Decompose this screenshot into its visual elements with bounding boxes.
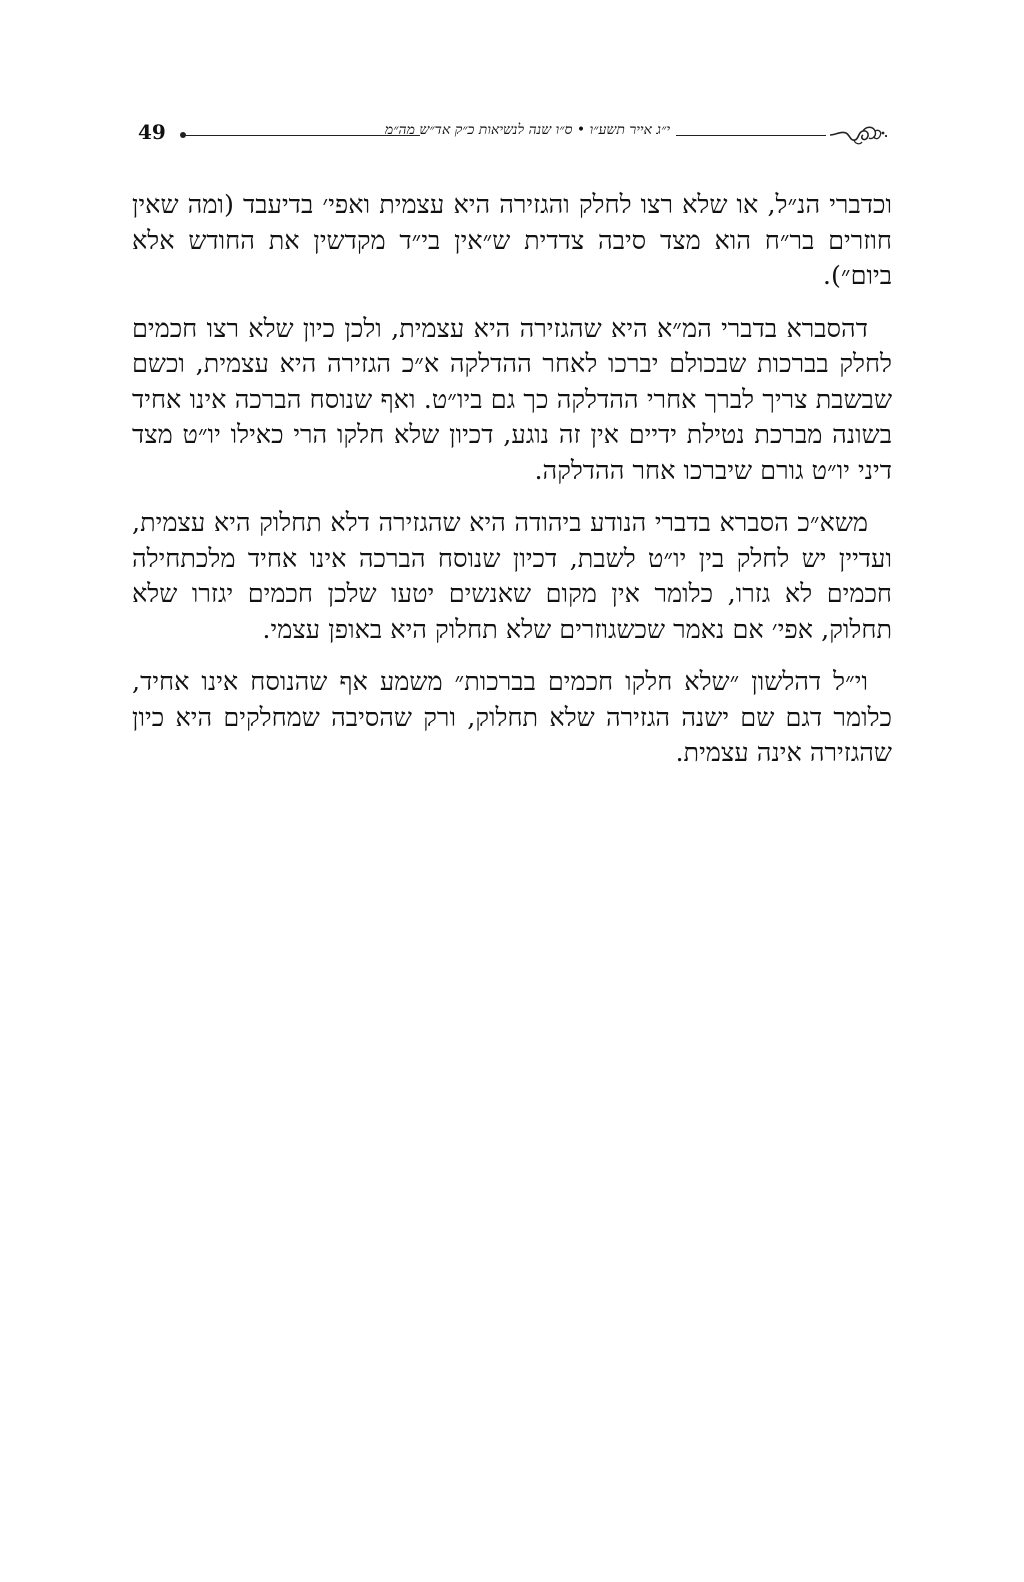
paragraph-1: וכדברי הנ״ל, או שלא רצו לחלק והגזירה היא עצמית ואפי׳ בדיעבד (ומה שאין חוזרים בר״ח הוא מצד סיבה צדדית ש״אין בי״ד מקדשין את החודש אלא ביום״). bbox=[132, 190, 892, 291]
paragraph-2: דהסברא בדברי המ״א היא שהגזירה היא עצמית, ולכן כיון שלא רצו חכמים לחלק בברכות שבכולם יברכו לאחר ההדלקה א״כ הגזירה היא עצמית, וכשם שבשבת צריך לברך אחרי ההדלקה כך גם ביו״ט. ואף שנוסח הברכה אינו אחיד בשונה מברכת נטילת ידיים אין זה נוגע, דכיון שלא חלקו הרי כאילו יו״ט מצד דיני יו״ט גורם שיברכו אחר ההדלקה. bbox=[132, 313, 892, 486]
page-number: 49 bbox=[138, 120, 166, 144]
flourish-ornament-icon bbox=[828, 121, 888, 149]
header-rule-right bbox=[676, 135, 826, 136]
running-title: י״ג אייר תשע״ו • ס״ו שנה לנשיאות כ״ק אד״ש מה״מ bbox=[384, 122, 670, 138]
paragraph-3: משא״כ הסברא בדברי הנודע ביהודה היא שהגזירה דלא תחלוק היא עצמית, ועדיין יש לחלק בין יו״ט לשבת, דכיון שנוסח הברכה אינו אחיד מלכתחילה חכמים לא גזרו, כלומר אין מקום שאנשים יטעו שלכן חכמים יגזרו שלא תחלוק, אפי׳ אם נאמר שכשגוזרים שלא תחלוק היא באופן עצמי. bbox=[132, 508, 892, 645]
paragraph-4: וי״ל דהלשון ״שלא חלקו חכמים בברכות״ משמע אף שהנוסח אינו אחיד, כלומר דגם שם ישנה הגזירה שלא תחלוק, ורק שהסיבה שמחלקים היא כיון שהגזירה אינה עצמית. bbox=[132, 667, 892, 768]
running-header bbox=[130, 118, 894, 152]
body-text bbox=[132, 188, 892, 789]
